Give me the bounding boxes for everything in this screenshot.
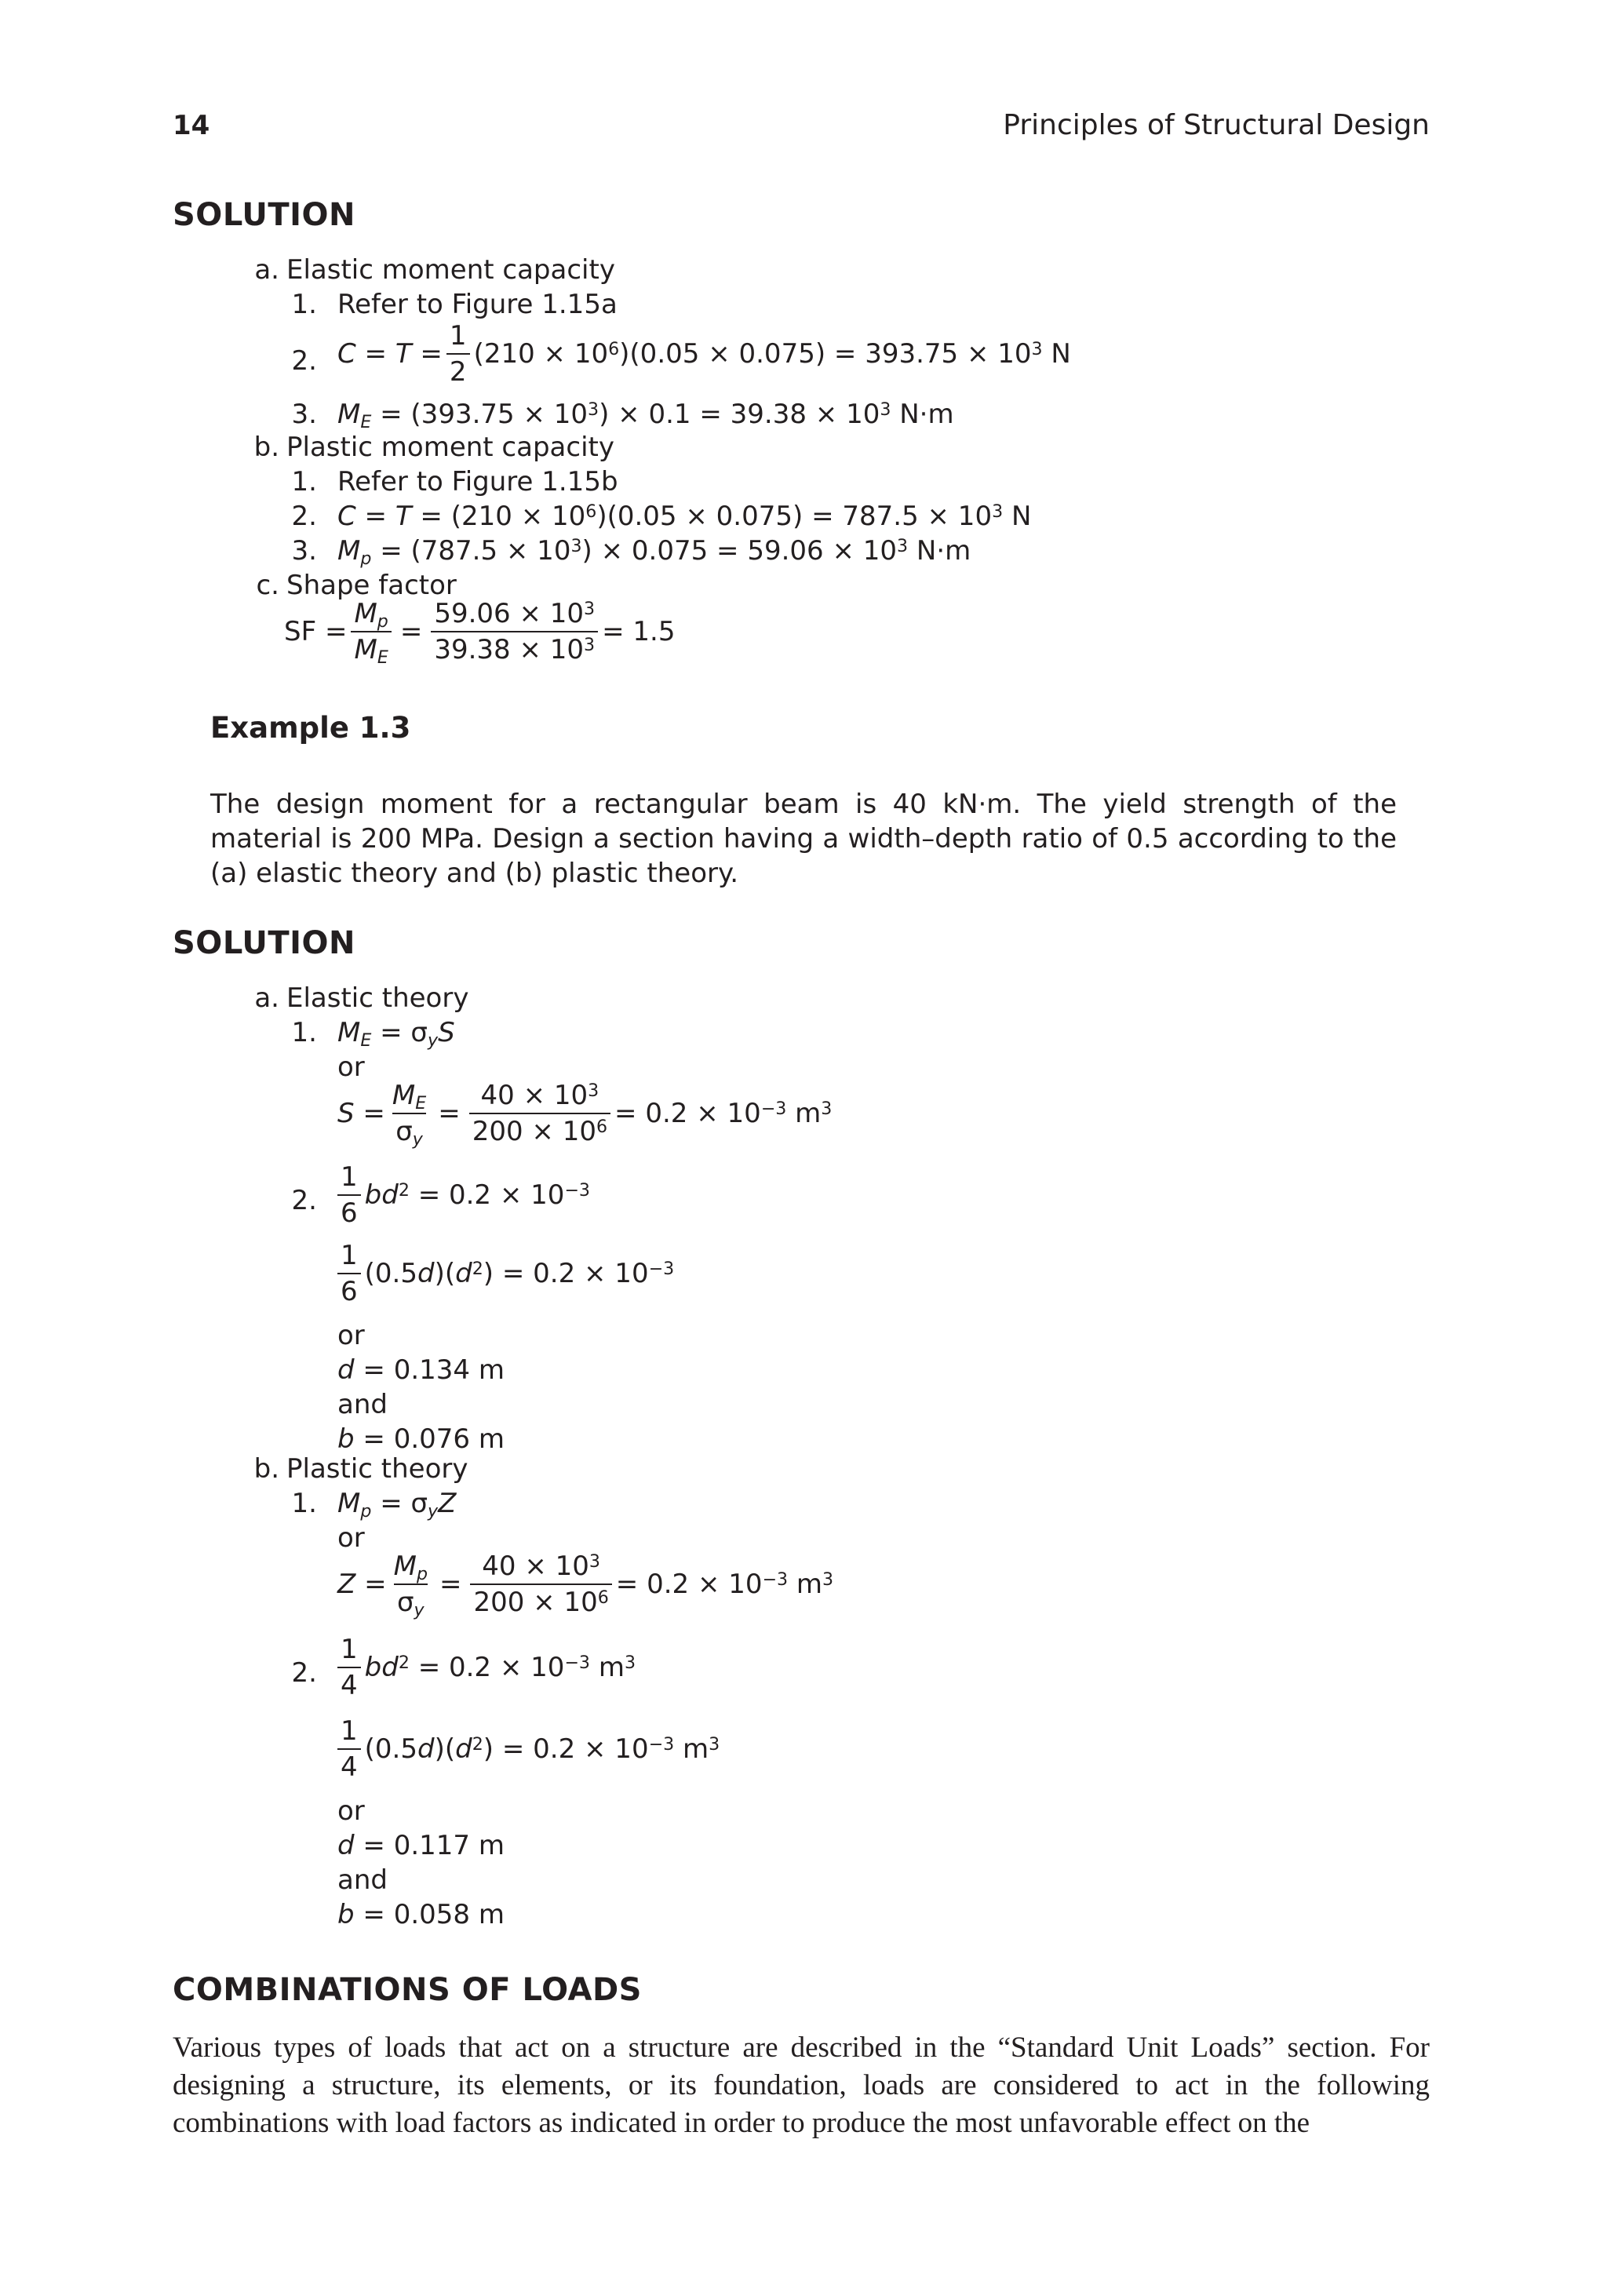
item-label: Shape factor	[286, 570, 457, 601]
equation-row: 2. C = T = $\frac{1}{2}$ $(210 \times 10^6)(0.05 \times 0.075) = 393.75 \times 10^3$ N	[291, 320, 1071, 388]
body-paragraph: Various types of loads that act on a structure are described in the “Standard Unit Loads” section. For designing a structure, its elements, or its foundation, loads are considered to act in the following combinations with load factors as indicated in order to produce the most unfavorable effect on the	[173, 2032, 1430, 2139]
equation: S = $\frac{M_E}{\sigma_y}$ = $\frac{40 \times 10^3}{200 \times 10^6}$ = $0.2 \times 10^{-3}$ $m^3$	[337, 1080, 833, 1150]
fraction: $\frac{1}{2}$	[446, 320, 470, 388]
fraction: $\frac{40 \times 10^3}{200 \times 10^6}$	[470, 1551, 611, 1618]
equation: $\frac{1}{4}$ $(0.5d)(d^2) = 0.2 \times 10^{-3}$ $m^3$	[337, 1715, 720, 1783]
equation-row	[337, 1714, 720, 1786]
item-label: Elastic moment capacity	[286, 254, 615, 286]
fraction: $\frac{1}{4}$	[337, 1715, 361, 1783]
equation: Z = $\frac{M_p}{\sigma_y}$ = $\frac{40 \times 10^3}{200 \times 10^6}$ = $0.2 \times 10^{-3}$ $m^3$	[337, 1551, 834, 1620]
equation: $M_E = (393.75 \times 10^3) \times 0.1 = 39.38 \times 10^3$ N·m	[337, 399, 954, 432]
equation: $M_p = (787.5 \times 10^3) \times 0.075 = 59.06 \times 10^3$ N·m	[337, 535, 971, 569]
fraction: $\frac{1}{6}$	[337, 1240, 361, 1307]
fraction: $\frac{1}{6}$	[337, 1161, 361, 1229]
equation-row	[337, 1080, 832, 1158]
fraction: $\frac{M_p}{\sigma_y}$	[393, 1551, 428, 1620]
step-text: Refer to Figure 1.15a	[337, 289, 618, 320]
fraction: $\frac{59.06 \times 10^3}{39.38 \times 10^3}$	[431, 598, 598, 665]
equation: $\frac{1}{4}$ $bd^2 = 0.2 \times 10^{-3}$ $m^3$	[337, 1634, 636, 1701]
equation-row: 2. $\frac{1}{6}$ $bd^2 = 0.2 \times 10^{-3}$	[291, 1161, 590, 1229]
example-title: Example 1.3	[210, 711, 411, 745]
example-text: The design moment for a rectangular beam is 40 kN·m. The yield strength of the material is 200 MPa. Design a section having a width–depth ratio of 0.5 according to the (a) elastic theory and (b) plastic theory.	[210, 789, 1397, 889]
item-label: Plastic theory	[286, 1453, 468, 1485]
fraction: $\frac{M_p}{M_E}$	[351, 598, 391, 665]
fraction: $\frac{M_E}{\sigma_y}$	[392, 1080, 427, 1150]
equation: $M_E = \sigma_yS$	[337, 1017, 455, 1051]
equation: $M_p = \sigma_yZ$	[337, 1488, 457, 1522]
equation-row	[337, 1551, 833, 1629]
solution-heading: SOLUTION	[173, 925, 356, 961]
equation: C = T = $\frac{1}{2}$ $(210 \times 10^6)(0.05 \times 0.075) = 393.75 \times 10^3$ N	[337, 320, 1071, 388]
equation: $C = T = (210 \times 10^6)(0.05 \times 0.075) = 787.5 \times 10^3$ N	[337, 501, 1032, 532]
equation-row	[337, 1238, 674, 1310]
item-label: Plastic moment capacity	[286, 432, 614, 463]
page-number: 14	[173, 110, 210, 141]
equation-row: 2. $\frac{1}{4}$ $bd^2 = 0.2 \times 10^{-3}$ $m^3$	[291, 1634, 636, 1701]
step-text: Refer to Figure 1.15b	[337, 466, 618, 497]
equation: $\frac{1}{6}$ $bd^2 = 0.2 \times 10^{-3}$	[337, 1161, 590, 1229]
equation-row	[284, 598, 675, 676]
equation: SF = $\frac{M_p}{M_E}$ = $\frac{59.06 \times 10^3}{39.38 \times 10^3}$ = 1.5	[284, 598, 676, 668]
item-label: Elastic theory	[286, 982, 469, 1014]
fraction: $\frac{1}{4}$	[337, 1634, 361, 1701]
equation: $\frac{1}{6}$ $(0.5d)(d^2) = 0.2 \times 10^{-3}$	[337, 1240, 674, 1307]
section-heading: COMBINATIONS OF LOADS	[173, 1972, 642, 2008]
fraction: $\frac{40 \times 10^3}{200 \times 10^6}$	[469, 1080, 610, 1147]
running-title: Principles of Structural Design	[1003, 109, 1430, 141]
solution-heading: SOLUTION	[173, 197, 356, 233]
